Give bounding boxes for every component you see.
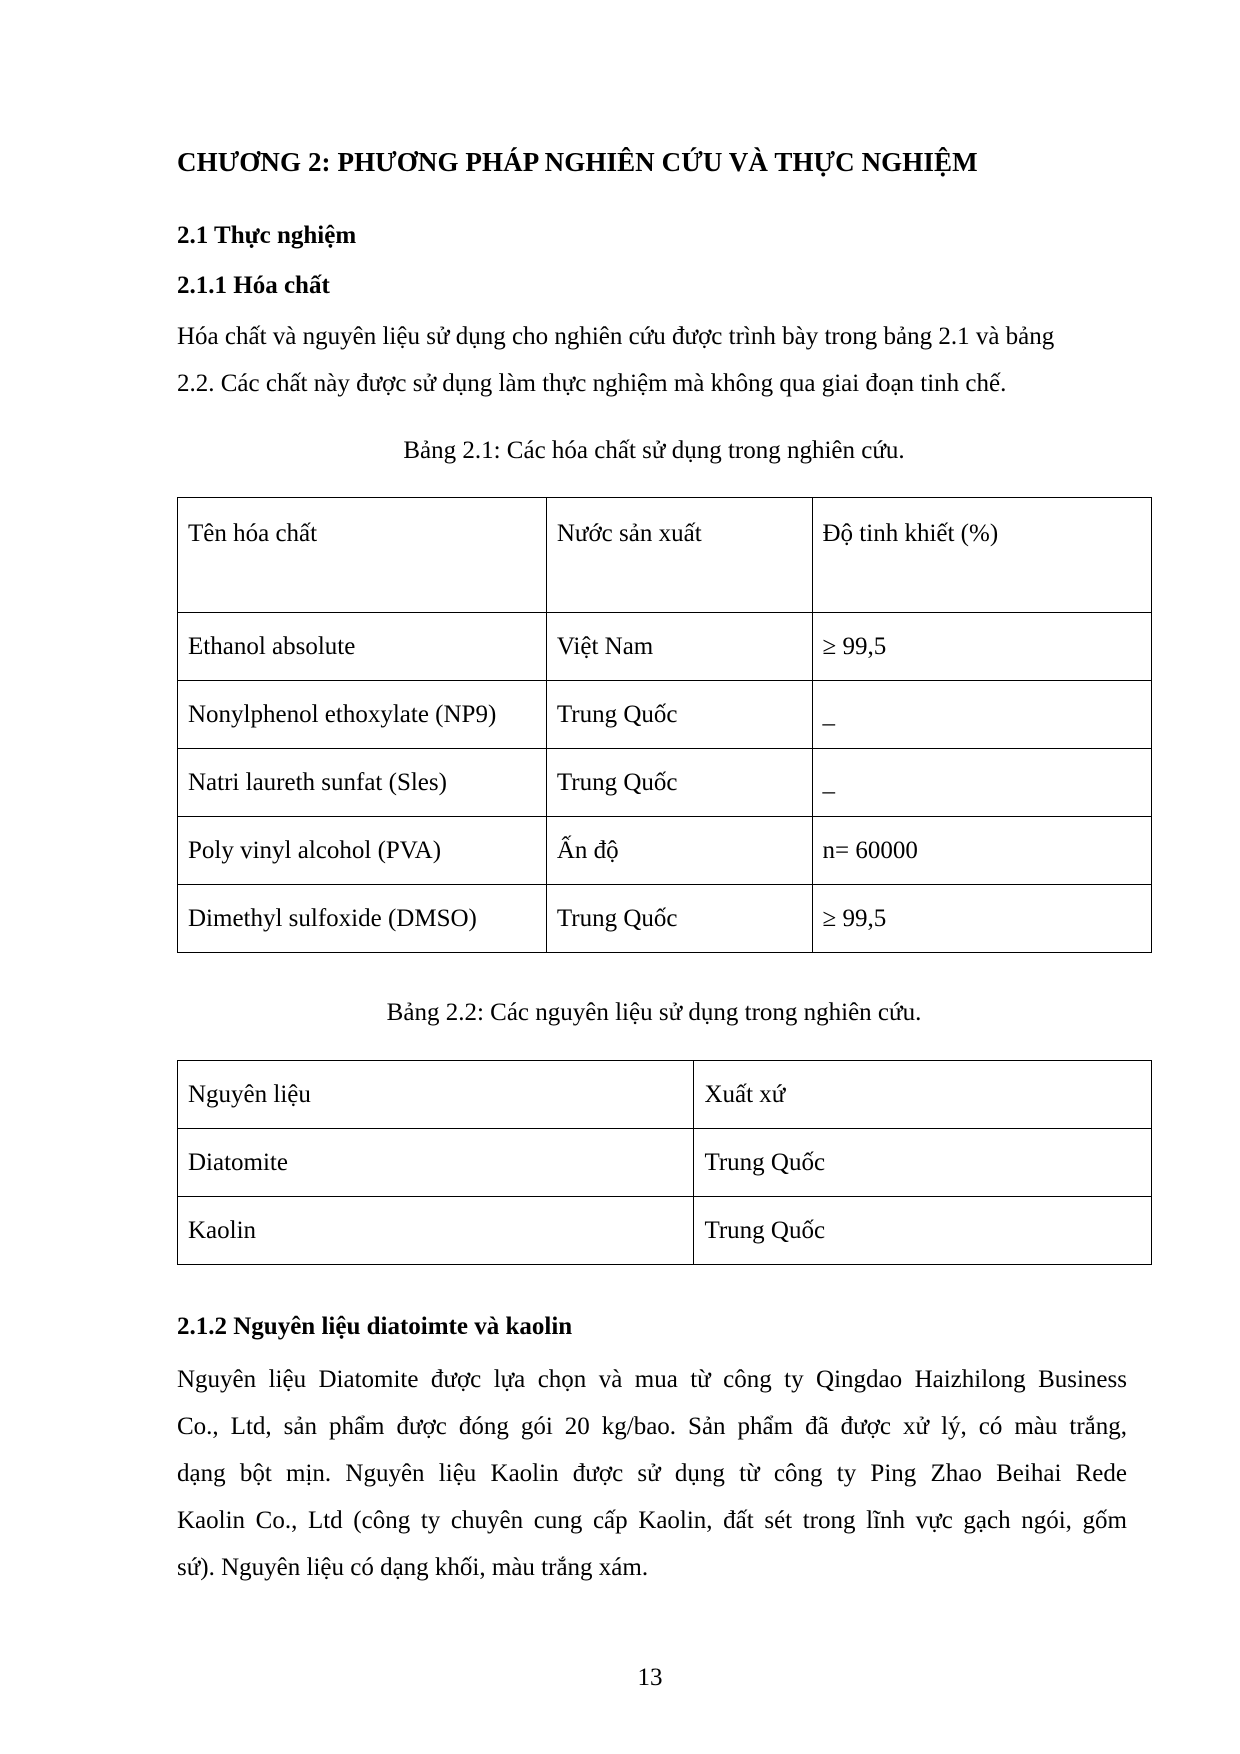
table-header-cell: Nước sản xuất: [546, 498, 812, 613]
table-header-cell: Tên hóa chất: [178, 498, 547, 613]
table-cell: Dimethyl sulfoxide (DMSO): [178, 885, 547, 953]
table-row: [178, 885, 1152, 953]
table-cell: Kaolin: [178, 1197, 694, 1265]
table-cell: Diatomite: [178, 1129, 694, 1197]
table-cell: Ấn độ: [546, 817, 812, 885]
intro-paragraph: [177, 313, 1127, 407]
table-header-cell: Xuất xứ: [694, 1061, 1152, 1129]
table-cell: _: [812, 749, 1152, 817]
table-row: [178, 681, 1152, 749]
table-cell: Nonylphenol ethoxylate (NP9): [178, 681, 547, 749]
section-heading-2-1-2: 2.1.2 Nguyên liệu diatoimte và kaolin: [177, 1313, 573, 1340]
table-cell: Poly vinyl alcohol (PVA): [178, 817, 547, 885]
table-cell: Trung Quốc: [694, 1129, 1152, 1197]
table-cell: Trung Quốc: [546, 885, 812, 953]
intro-paragraph-line: Hóa chất và nguyên liệu sử dụng cho nghiên cứu được trình bày trong bảng 2.1 và bảng: [177, 323, 1055, 350]
materials-paragraph-line: Nguyên liệu Diatomite được lựa chọn và mua từ công ty Qingdao Haizhilong Business: [177, 1366, 1127, 1393]
table-cell: Natri laureth sunfat (Sles): [178, 749, 547, 817]
table-header-cell: Nguyên liệu: [178, 1061, 694, 1129]
table-cell: Trung Quốc: [694, 1197, 1152, 1265]
table-cell: Việt Nam: [546, 613, 812, 681]
table2-caption: Bảng 2.2: Các nguyên liệu sử dụng trong nghiên cứu.: [386, 999, 922, 1026]
table-header-row: [178, 498, 1152, 613]
intro-paragraph-line: 2.2. Các chất này được sử dụng làm thực nghiệm mà không qua giai đoạn tinh chế.: [177, 370, 1007, 397]
raw-materials-table: [177, 1060, 1152, 1265]
table-row: [178, 613, 1152, 681]
chapter-title: CHƯƠNG 2: PHƯƠNG PHÁP NGHIÊN CỨU VÀ THỰC NGHIỆM: [177, 147, 978, 177]
table-row: [178, 749, 1152, 817]
table1-caption: Bảng 2.1: Các hóa chất sử dụng trong nghiên cứu.: [403, 437, 905, 464]
table-cell: _: [812, 681, 1152, 749]
materials-paragraph-line: dạng bột mịn. Nguyên liệu Kaolin được sử dụng từ công ty Ping Zhao Beihai Rede: [177, 1460, 1127, 1487]
page-number: 13: [637, 1664, 663, 1691]
table-cell: ≥ 99,5: [812, 613, 1152, 681]
table-cell: Trung Quốc: [546, 681, 812, 749]
table-header-row: [178, 1061, 1152, 1129]
table-cell: ≥ 99,5: [812, 885, 1152, 953]
materials-paragraph-line: Co., Ltd, sản phẩm được đóng gói 20 kg/bao. Sản phẩm đã được xử lý, có màu trắng,: [177, 1413, 1127, 1440]
section-heading-2-1-1: 2.1.1 Hóa chất: [177, 272, 330, 299]
table-row: [178, 817, 1152, 885]
table-row: [178, 1129, 1152, 1197]
table-cell: Ethanol absolute: [178, 613, 547, 681]
table-header-cell: Độ tinh khiết (%): [812, 498, 1152, 613]
materials-paragraph: [177, 1356, 1127, 1591]
chemicals-table: [177, 497, 1152, 953]
materials-paragraph-line: sứ). Nguyên liệu có dạng khối, màu trắng xám.: [177, 1554, 649, 1581]
materials-paragraph-line: Kaolin Co., Ltd (công ty chuyên cung cấp Kaolin, đất sét trong lĩnh vực gạch ngói, gốm: [177, 1507, 1127, 1534]
table-cell: n= 60000: [812, 817, 1152, 885]
section-heading-2-1: 2.1 Thực nghiệm: [177, 222, 357, 249]
table-cell: Trung Quốc: [546, 749, 812, 817]
table-row: [178, 1197, 1152, 1265]
